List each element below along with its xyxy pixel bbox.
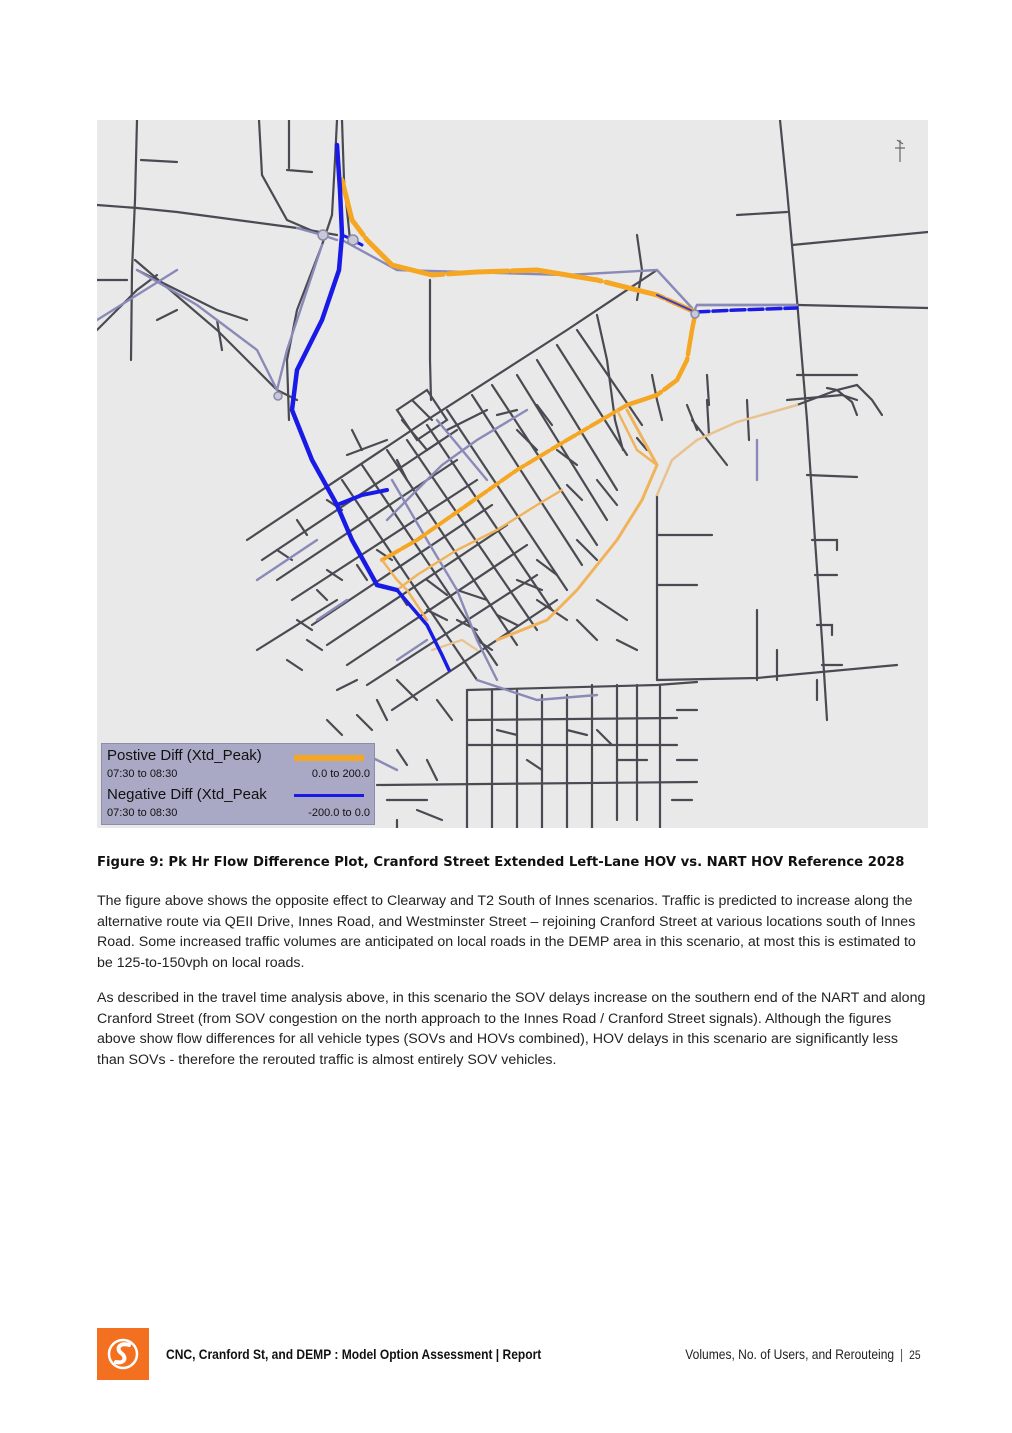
legend-positive-swatch	[294, 755, 364, 761]
legend-negative-swatch	[294, 794, 364, 797]
traffic-flow-map	[97, 120, 928, 828]
map-legend	[101, 743, 375, 825]
road-network-plot	[97, 120, 928, 828]
footer-section-name: Volumes, No. of Users, and Rerouteing	[685, 1346, 895, 1362]
legend-positive-time: 07:30 to 08:30	[107, 768, 178, 780]
body-paragraph-1: The figure above shows the opposite effect to Clearway and T2 South of Innes scenarios. Traffic is predicted to increase along the alternative route via QEII Drive, Innes Road, and Westminster Street – rejoining Cranford Street at various locations south of Innes Road. Some increased traffic volumes are anticipated on local roads in the DEMP area in this scenario, at most this is estimated to be 125-to-150vph on local roads.	[97, 893, 916, 971]
legend-negative-time: 07:30 to 08:30	[107, 807, 178, 819]
footer-section-info	[686, 1346, 921, 1362]
roundabouts	[274, 230, 699, 400]
stantec-logo-icon	[97, 1328, 149, 1380]
negative-difference-roads	[292, 145, 797, 670]
body-paragraph-2: As described in the travel time analysis above, in this scenario the SOV delays increase on the southern end of the NART and along Cranford Street (from SOV congestion on the north approach to the Innes Road / Cranford Street signals). Although the figures above show flow differences for all vehicle types (SOVs and HOVs combined), HOV delays in this scenario are significantly less than SOVs - therefore the rerouted traffic is almost entirely SOV vehicles.	[97, 990, 926, 1068]
legend-negative-range: -200.0 to 0.0	[308, 807, 370, 819]
figure-caption: Figure 9: Pk Hr Flow Difference Plot, Cranford Street Extended Left-Lane HOV vs. NART HOV Reference 2028	[97, 855, 905, 870]
positive-difference-roads	[342, 180, 797, 650]
legend-positive-title: Postive Diff (Xtd_Peak)	[107, 747, 262, 764]
legend-negative-title: Negative Diff (Xtd_Peak	[107, 786, 267, 803]
legend-positive-range: 0.0 to 200.0	[311, 768, 370, 780]
footer-separator: |	[900, 1346, 904, 1362]
north-arrow-icon	[895, 140, 905, 162]
page-number: 25	[909, 1348, 921, 1362]
footer-report-title: CNC, Cranford St, and DEMP : Model Option Assessment | Report	[166, 1346, 542, 1362]
